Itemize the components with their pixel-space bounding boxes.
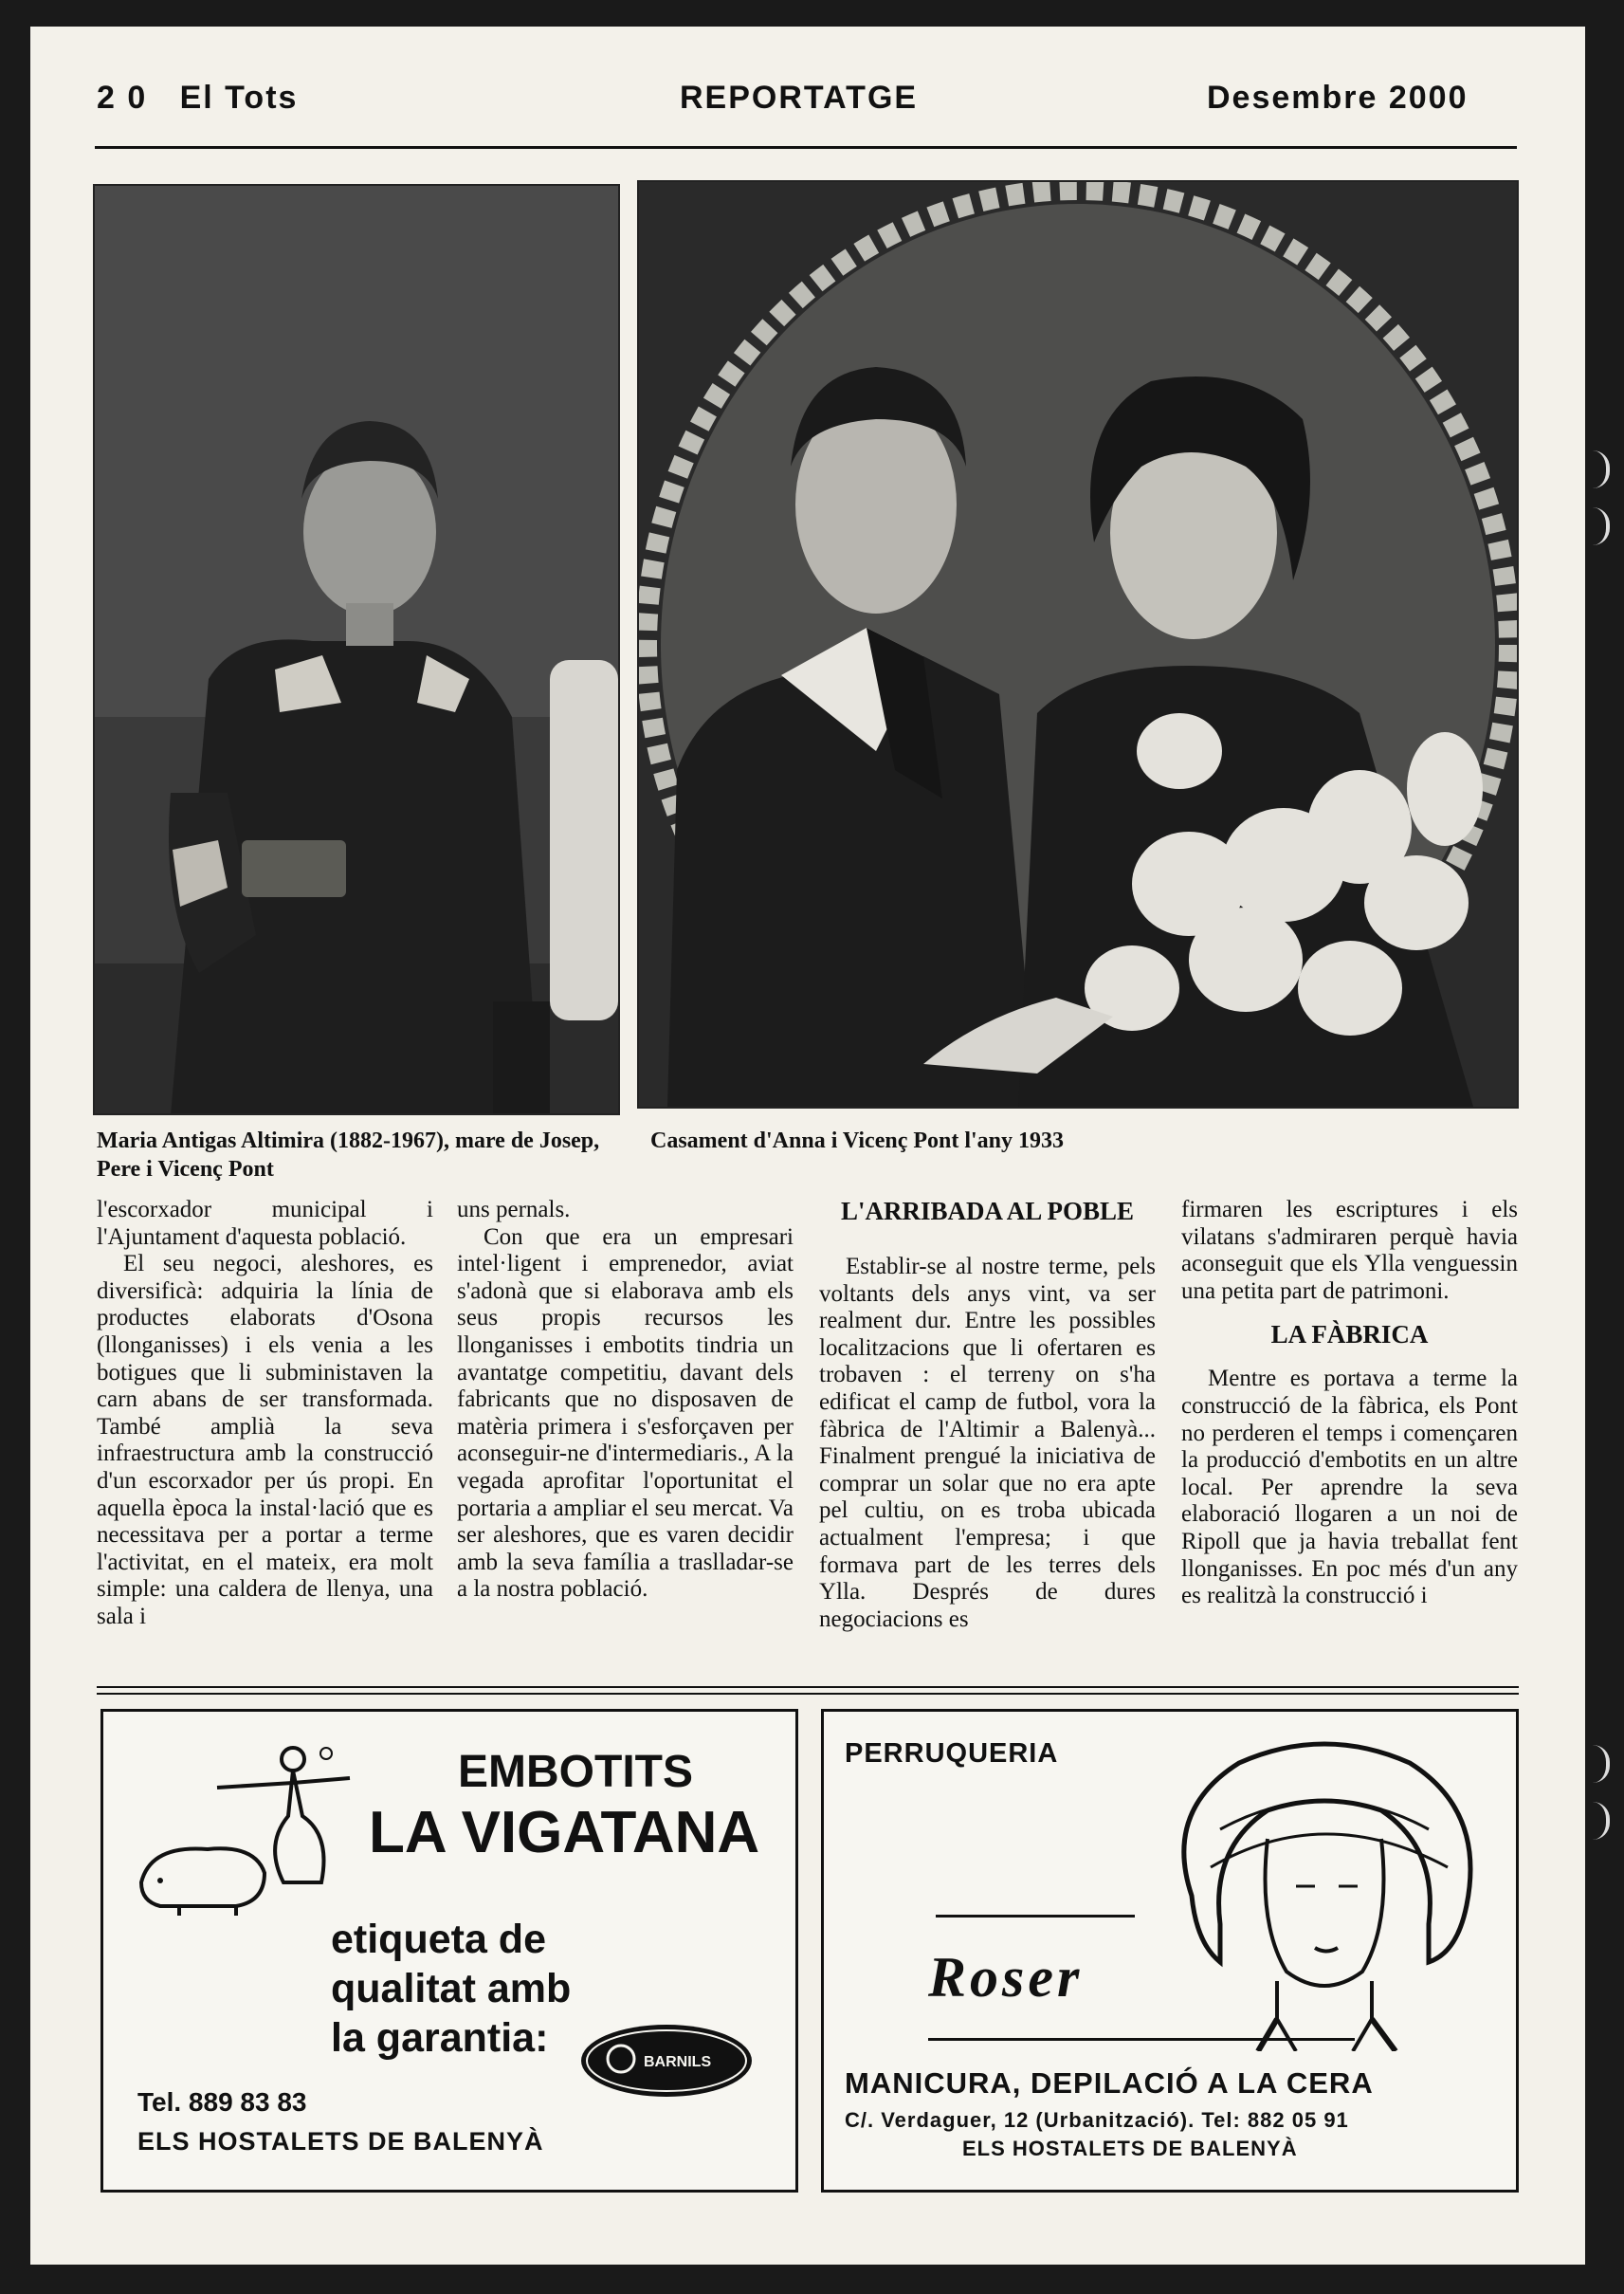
ad-rule: [936, 1915, 1135, 1918]
salon-address: C/. Verdaguer, 12 (Urbanització). Tel: 882 05 91: [845, 2108, 1349, 2132]
ad-title-line1: EMBOTITS: [458, 1747, 693, 1797]
binder-ring: [1593, 507, 1610, 545]
ad-embotits-la-vigatana: [100, 1709, 798, 2193]
section-title: REPORTATGE: [680, 80, 919, 116]
header-rule: [95, 146, 1517, 149]
portrait-photo: [93, 184, 620, 1115]
ad-phone: Tel. 889 83 83: [137, 2087, 307, 2117]
ad-category: PERRUQUERIA: [845, 1738, 1059, 1769]
paragraph: l'escorxador municipal i l'Ajuntament d'aquesta població.: [97, 1197, 433, 1250]
portrait-caption: Maria Antigas Altimira (1882-1967), mare de Josep, Pere i Vicenç Pont: [97, 1129, 600, 1182]
article-column-3: [819, 1197, 1156, 1633]
binder-ring: [1593, 450, 1610, 488]
section-heading: LA FÀBRICA: [1270, 1320, 1429, 1349]
ad-title-line2: LA VIGATANA: [369, 1800, 760, 1865]
ad-address: ELS HOSTALETS DE BALENYÀ: [137, 2127, 544, 2156]
ad-rule: [928, 2038, 1355, 2041]
portrait-illustration: [95, 186, 618, 1113]
paragraph: firmaren les escriptures i els vilatans s'admiraren perquè havia aconseguit que els Ylla venguessin una petita part de patrimoni.: [1181, 1197, 1518, 1304]
salon-services: MANICURA, DEPILACIÓ A LA CERA: [845, 2066, 1374, 2100]
paragraph: Con que era un empresari intel·ligent i emprenedor, aviat s'adonà que si elaborava amb els seus propis recursos les llonganisses i embotits tindria un avantatge competitiu, davant dels fabricants que no disposaven de matèria primera i s'esforçaven per aconseguir-ne d'intermediaris., A la vegada aprofitar l'oportunitat el portaria a ampliar el seu mercat. Va ser aleshores, que es varen decidir amb la seva família a traslladar-se a la nostra població.: [457, 1223, 794, 1603]
lady-illustration: [1163, 1734, 1486, 2051]
paragraph: Establir-se al nostre terme, pels voltants dels anys vint, va ser realment dur. Entre les possibles localitzacions que li ofertaren es trobaven : el terreny on s'ha edificat el camp de futbol, vora la fàbrica de l'Altimir a Balenyà... Finalment prengué la iniciativa de comprar un solar que no era apte pel cultiu, on es troba ubicada actualment l'empresa; i que formava part de les terres dels Ylla. Després de dures negociacions es: [819, 1254, 1156, 1632]
page-header-left: [97, 80, 298, 156]
section-heading: L'ARRIBADA AL POBLE: [840, 1197, 1135, 1225]
article-column-2: [457, 1197, 794, 1604]
wedding-photo: [637, 180, 1519, 1109]
wedding-caption: Casament d'Anna i Vicenç Pont l'any 1933: [650, 1129, 1065, 1153]
paragraph: El seu negoci, aleshores, es diversificà: adquiria la línia de productes elaborats d'Osona (llonganisses) i els venia a les botigues que li subministaven la carn abans de ser transformada. També amplià la seva infraestructura amb la construcció d'un escorxador per ús propi. En aquella època la instal·lació que es necessitava per a portar a terme l'activitat, en el mateix, era molt simple: una caldera de llenya, una sala i: [97, 1251, 433, 1629]
binder-ring: [1593, 1745, 1610, 1783]
salon-name: Roser: [928, 1946, 1084, 2009]
article-column-4: [1181, 1197, 1518, 1610]
slogan-line: la garantia:: [331, 2015, 549, 2061]
binder-ring: [1593, 1802, 1610, 1840]
ads-divider-rule: [97, 1686, 1519, 1695]
wedding-illustration: [639, 182, 1517, 1107]
pig-farmer-logo: [122, 1740, 359, 1920]
paragraph: Mentre es portava a terme la construcció de la fàbrica, els Pont no perderen el temps i començaren la producció d'embotits en un altre local. Per aprendre la seva elaboració llogaren a un noi de Ripoll que ja havia treballat fent llonganisses. En poc més d'un any es realitzà la construcció i: [1181, 1366, 1518, 1609]
salon-town: ELS HOSTALETS DE BALENYÀ: [962, 2137, 1298, 2160]
ad-slogan: [331, 1915, 571, 2063]
issue-date: Desembre 2000: [1207, 80, 1469, 116]
slogan-line: etiqueta de: [331, 1917, 546, 1962]
publication-name: El Tots: [179, 80, 299, 116]
page-number: 2 0: [97, 80, 148, 116]
paragraph: uns pernals.: [457, 1197, 571, 1222]
barnils-label: BARNILS: [644, 2054, 712, 2070]
slogan-line: qualitat amb: [331, 1966, 572, 2011]
ad-perruqueria-roser: [821, 1709, 1519, 2193]
article-column-1: [97, 1197, 433, 1631]
barnils-logo: [577, 2021, 756, 2101]
